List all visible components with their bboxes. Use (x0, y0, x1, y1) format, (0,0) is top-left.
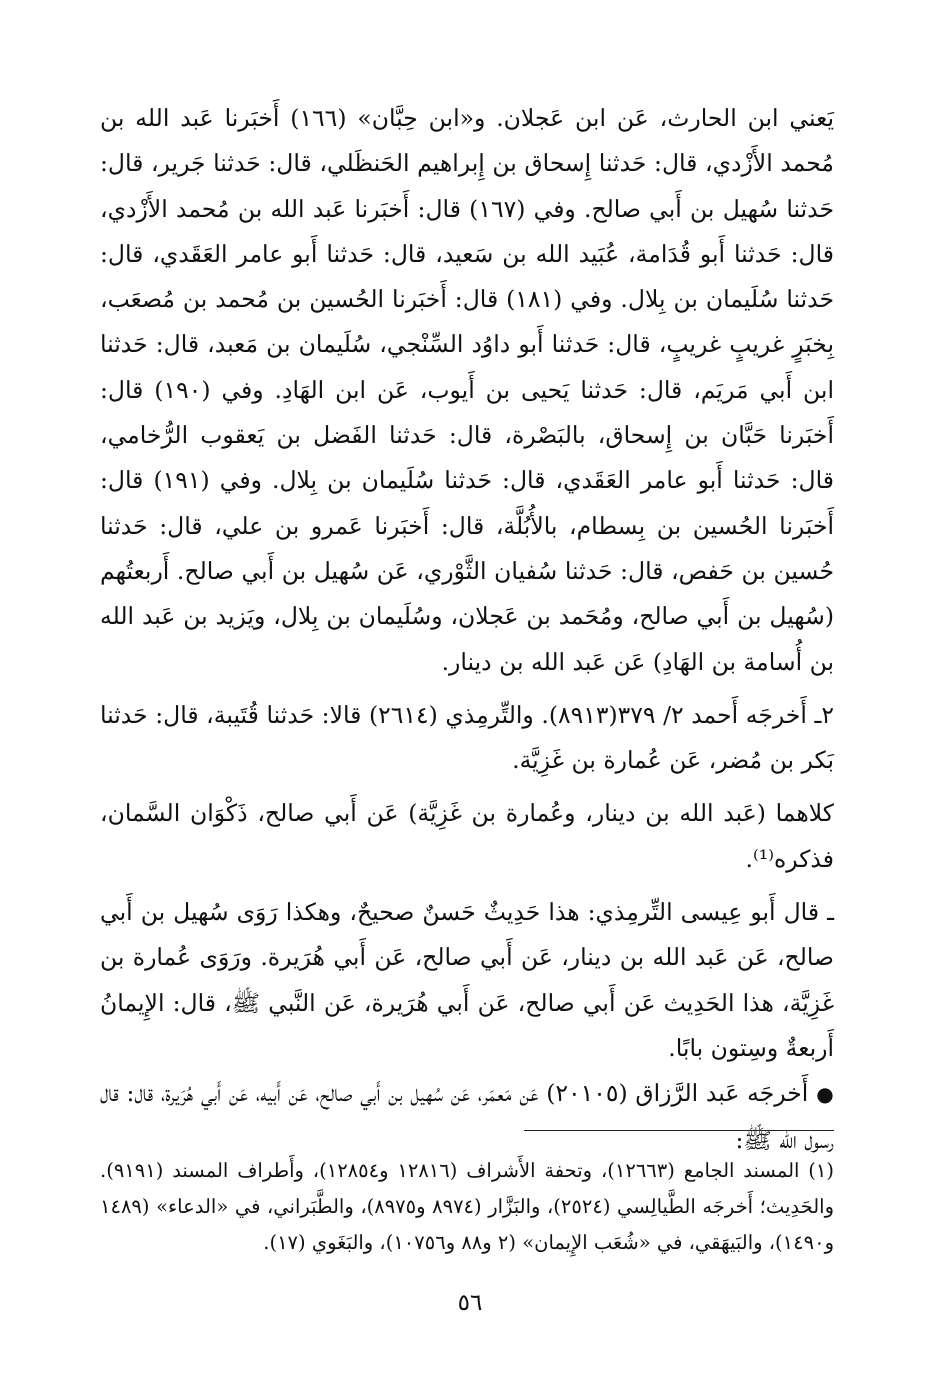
footnote-divider (524, 1130, 834, 1131)
paragraph-abd-al-razzaq-text: أَخرجَه عَبد الرَّزاق (٢٠١٠٥) عَن مَعمَر، عَن سُهيل بن أَبي صالح، عَن أَبيه، عَن أَبي هُرَيرة، قال: قال رسول الله ﷺ: (100, 1079, 834, 1154)
paragraph-takhrij-2: ٢ـ أَخرجَه أَحمد ٢/ ٣٧٩(٨٩١٣). والتِّرمِذي (٢٦١٤) قالا: حَدثنا قُتَيبة، قال: حَدثنا بَكر بن مُضر، عَن عُمارة بن غَزِيَّة. (100, 700, 834, 775)
paragraph-isnad-ibn-hibban: يَعني ابن الحارث، عَن ابن عَجلان. و«ابن حِبَّان» (١٦٦) أَخبَرنا عَبد الله بن مُحمد الأَزْدي، قال: حَدثنا إِسحاق بن إِبراهيم الحَنظَلي، قال: حَدثنا جَرير، قال: حَدثنا سُهيل بن أَبي صالح. وفي (١٦٧) قال: أَخبَرنا عَبد الله بن مُحمد الأَزْدي، قال: حَدثنا أَبو قُدَامة، عُبَيد الله بن سَعيد، قال: حَدثنا أَبو عامر العَقَدي، قال: حَدثنا سُلَيمان بن بِلال. وفي (١٨١) قال: أَخبَرنا الحُسين بن مُحمد بن مُصعَب، بِخبَرٍ غريبٍ غريبٍ، قال: حَدثنا أَبو داوُد السِّنْجي، سُلَيمان بن مَعبد، قال: حَدثنا ابن أَبي مَريَم، قال: حَدثنا يَحيى بن أَيوب، عَن ابن الهَادِ. وفي (١٩٠) قال: أَخبَرنا حَبَّان بن إِسحاق، بالبَصْرة، قال: حَدثنا الفَضل بن يَعقوب الرُّخامي، قال: حَدثنا أَبو عامر العَقَدي، قال: حَدثنا سُلَيمان بن بِلال. وفي (١٩١) قال: أَخبَرنا الحُسين بن بِسطام، بالأُبُلَّة، قال: أَخبَرنا عَمرو بن علي، قال: حَدثنا حُسين بن حَفص، قال: حَدثنا سُفيان الثَّوْري، عَن سُهيل بن أَبي صالح. أَربعتُهم (سُهيل بن أَبي صالح، ومُحَمد بن عَجلان، وسُلَيمان بن بِلال، ويَزيد بن عَبد الله بن أُسامة بن الهَادِ) عَن عَبد الله بن دينار. (100, 104, 834, 676)
main-text (100, 96, 834, 1163)
page-number: ٥٦ (457, 1290, 483, 1316)
bullet-icon: ● (816, 1082, 835, 1107)
footnotes (100, 1153, 834, 1261)
paragraph-tirmidhi-comment: ـ قال أَبو عِيسى التِّرمِذي: هذا حَدِيثٌ حَسنٌ صحيحٌ، وهكذا رَوَى سُهيل بن أَبي صالح، عَن عَبد الله بن دينار، عَن أَبي صالح، عَن أَبي هُرَيرة. ورَوَى عُمارة بن غَزِيَّة، هذا الحَدِيث عَن أَبي صالح، عَن أَبي هُرَيرة، عَن النَّبي ﷺ، قال: الإِيمانُ أَربعةٌ وسِتون بابًا. (100, 898, 834, 1062)
paragraph-abd-al-razzaq (100, 1071, 834, 1163)
footnote-1: (١) المسند الجامع (١٢٦٦٣)، وتحفة الأَشراف (١٢٨١٦ و١٢٨٥٤)، وأَطراف المسند (٩١٩١). والحَدِيث؛ أَخرجَه الطَّيالِسي (٢٥٢٤)، والبَزَّار (٨٩٧٤ و٨٩٧٥)، والطَّبَراني، في «الدعاء» (١٤٨٩ و١٤٩٠)، والبَيهَقي، في «شُعَب الإِيمان» (٢ و٨٨ و١٠٧٥٦)، والبَغَوي (١٧). (100, 1159, 835, 1254)
paragraph-both-narrators: كلاهما (عَبد الله بن دينار، وعُمارة بن غَزِيَّة) عَن أَبي صالح، ذَكْوَان السَّمان، فذكره⁽¹⁾. (100, 799, 834, 873)
